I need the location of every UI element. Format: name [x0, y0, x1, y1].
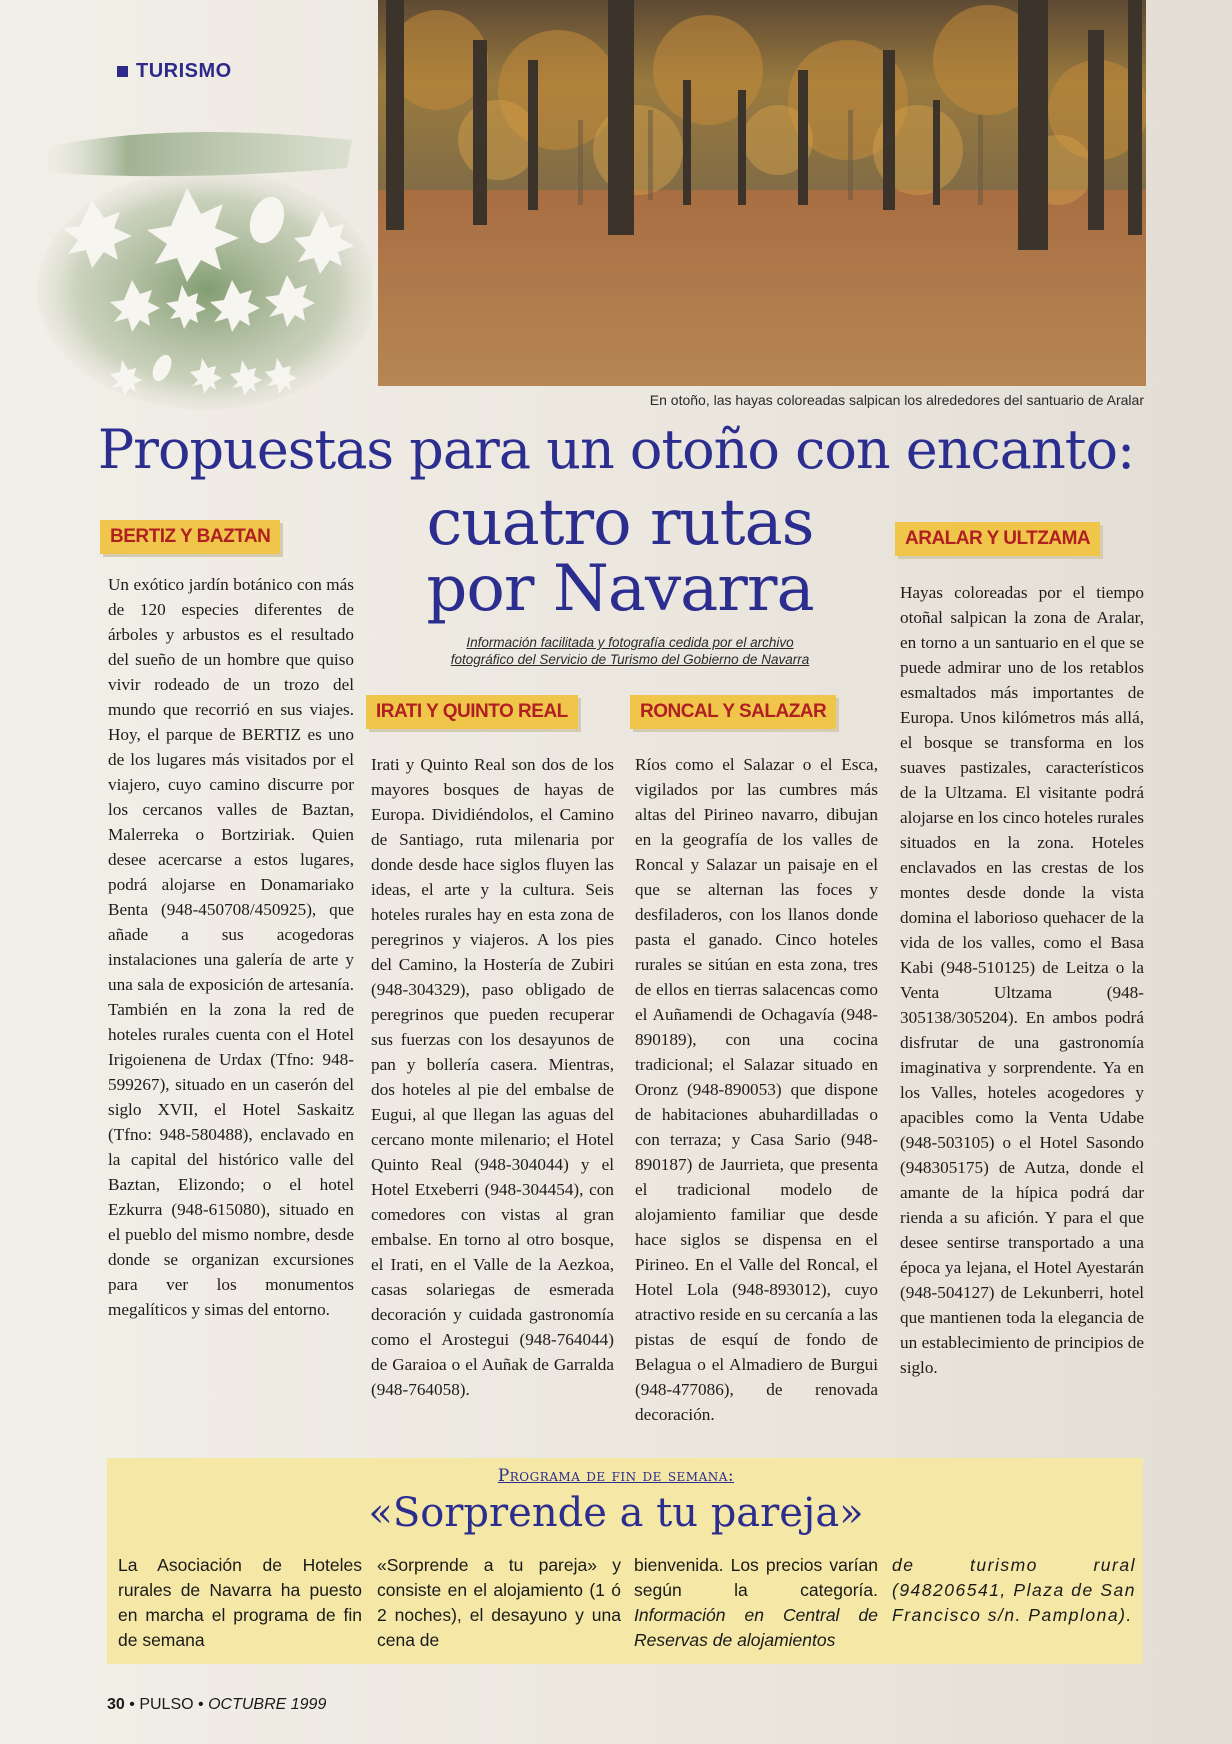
headline-line-2b: por Navarra — [426, 552, 814, 626]
page-footer — [107, 1696, 326, 1714]
forest-photo — [378, 0, 1146, 386]
program-col-2: «Sorprende a tu pareja» y consiste en el alojamiento (1 ó 2 noches), el desayuno y una cena de — [377, 1555, 621, 1650]
headline-line-2a: cuatro rutas — [426, 486, 814, 560]
heading-aralar: ARALAR Y ULTZAMA — [895, 522, 1100, 556]
photo-credit — [390, 634, 870, 668]
headline-line-2 — [380, 486, 860, 626]
maple-leaves-icon — [22, 120, 372, 410]
photo-caption: En otoño, las hayas coloreadas salpican los alrededores del santuario de Aralar — [649, 392, 1144, 408]
program-col-4: de turismo rural (948206541, Plaza de San Francisco s/n. Pamplona). — [892, 1555, 1136, 1625]
page-number: 30 — [107, 1696, 125, 1713]
program-title: «Sorprende a tu pareja» — [368, 1490, 864, 1536]
program-col-3 — [634, 1553, 878, 1653]
heading-bertiz: BERTIZ Y BAZTAN — [100, 520, 280, 554]
heading-roncal: RONCAL Y SALAZAR — [630, 695, 836, 729]
program-col-3-text: bienvenida. Los precios varían según la categoría. — [634, 1555, 878, 1600]
program-kicker: Programa de fin de semana: — [497, 1466, 735, 1486]
column-bertiz: Un exótico jardín botánico con más de 120 especies diferentes de árboles y arbustos es el resultado del sueño de un hombre que quiso vivir rodeado de un trozo del mundo que recorrió en sus viajes. Hoy, el parque de BERTIZ es uno de los lugares más visitados por el viajero, cuyo camino discurre por los cercanos valles de Baztan, Malerreka o Bortziriak. Quien desee acercarse a estos lugares, podrá alojarse en Donamariako Benta (948-450708/450925), que añade a sus acogedoras instalaciones una galería de arte y una sala de exposición de artesanía. También en la zona la red de hoteles rurales cuenta con el Hotel Irigoienena de Urdax (Tfno: 948-599267), situado en un caserón del siglo XVII, el Hotel Saskaitz (Tfno: 948-580488), enclavado en la capital del histórico valle del Baztan, Elizondo; o el hotel Ezkurra (948-615080), situado en el pueblo del mismo nombre, desde donde se organizan excursiones para ver los monumentos megalíticos y simas del entorno. — [108, 575, 354, 1319]
program-col-1: La Asociación de Hoteles rurales de Navarra ha puesto en marcha el programa de fin de semana — [118, 1555, 362, 1650]
column-roncal: Ríos como el Salazar o el Esca, vigilados por las cumbres más altas del Pirineo navarro, dibujan en la geografía de los valles de Roncal y Salazar un paisaje en el que se alternan las foces y desfiladeros, con los llanos donde pasta el ganado. Cinco hoteles rurales se sitúan en esta zona, tres de ellos en tierras salacencas como el Auñamendi de Ochagavía (948-890189), con una cocina tradicional; el Salazar situado en Oronz (948-890053) que dispone de habitaciones abuhardilladas o con terraza; y Casa Sario (948-890187) de Jaurrieta, que presenta el tradicional modelo de alojamiento familiar que desde hace siglos se dispensa en el Pirineo. En el Valle del Roncal, el Hotel Lola (948-893012), cuyo atractivo reside en su cercanía a las pistas de esquí de fondo de Belagua o el Almadiero de Burgui (948-477086), de renovada decoración. — [635, 755, 878, 1424]
credit-line-2: fotográfico del Servicio de Turismo del Gobierno de Navarra — [450, 652, 810, 667]
headline-line-1: Propuestas para un otoño con encanto: — [97, 418, 1135, 481]
section-tag — [117, 60, 232, 83]
column-aralar: Hayas coloreadas por el tiempo otoñal salpican la zona de Aralar, en torno a un santuario en el que se puede admirar uno de los retablos esmaltados más importantes de Europa. Unos kilómetros más allá, el bosque se transforma en los suaves pastizales, característicos de la Ultzama. El visitante podrá alojarse en los cinco hoteles rurales situados en la zona. Hoteles enclavados en las crestas de los montes desde donde la vista domina el laborioso quehacer de la vida de los valles, como el Basa Kabi (948-510125) de Leitza o la Venta Ultzama (948-305138/305204). En ambos podrá disfrutar de una gastronomía imaginativa y sorprendente. Ya en los Valles, hoteles acogedores y apacibles como la Venta Udabe (948-503105) o el Hotel Sasondo (948305175) de Autza, donde el amante de la hípica podrá dar rienda a su afición. Y para el que desee sentirse transportado a una época ya lejana, el Hotel Ayestarán (948-504127) de Lekunberri, hotel que mantienen toda la elegancia de un establecimiento de principios de siglo. — [900, 583, 1144, 1377]
program-col-3-info: Información en Central de Reservas de alojamientos — [634, 1605, 878, 1650]
credit-line-1: Información facilitada y fotografía cedida por el archivo — [466, 635, 794, 650]
footer-separator-2: • — [198, 1696, 204, 1713]
magazine-name: PULSO — [139, 1696, 194, 1713]
column-irati: Irati y Quinto Real son dos de los mayores bosques de hayas de Europa. Dividiéndolos, el Camino de Santiago, ruta milenaria por donde desde hace siglos fluyen las ideas, el arte y la cultura. Seis hoteles rurales hay en esta zona de peregrinos y viajeros. A los pies del Camino, la Hostería de Zubiri (948-304329), paso obligado de peregrinos que pueden recuperar sus fuerzas con los desayunos de pan y bollería casera. Mientras, dos hoteles al pie del embalse de Eugui, al que llegan las aguas del cercano monte milenario; el Hotel Quinto Real (948-304044) y el Hotel Etxeberri (948-304454), con comedores con vistas al gran embalse. En torno al otro bosque, el Irati, en el Valle de la Aezkoa, casas solariegas de esmerada decoración y cuidada gastronomía como el Arostegui (948-764044) de Garaioa o el Auñak de Garralda (948-764058). — [371, 755, 614, 1399]
square-icon — [117, 66, 128, 77]
issue-date: OCTUBRE 1999 — [208, 1696, 327, 1713]
heading-irati: IRATI Y QUINTO REAL — [366, 695, 578, 729]
section-label: TURISMO — [136, 60, 232, 82]
footer-separator: • — [129, 1696, 135, 1713]
